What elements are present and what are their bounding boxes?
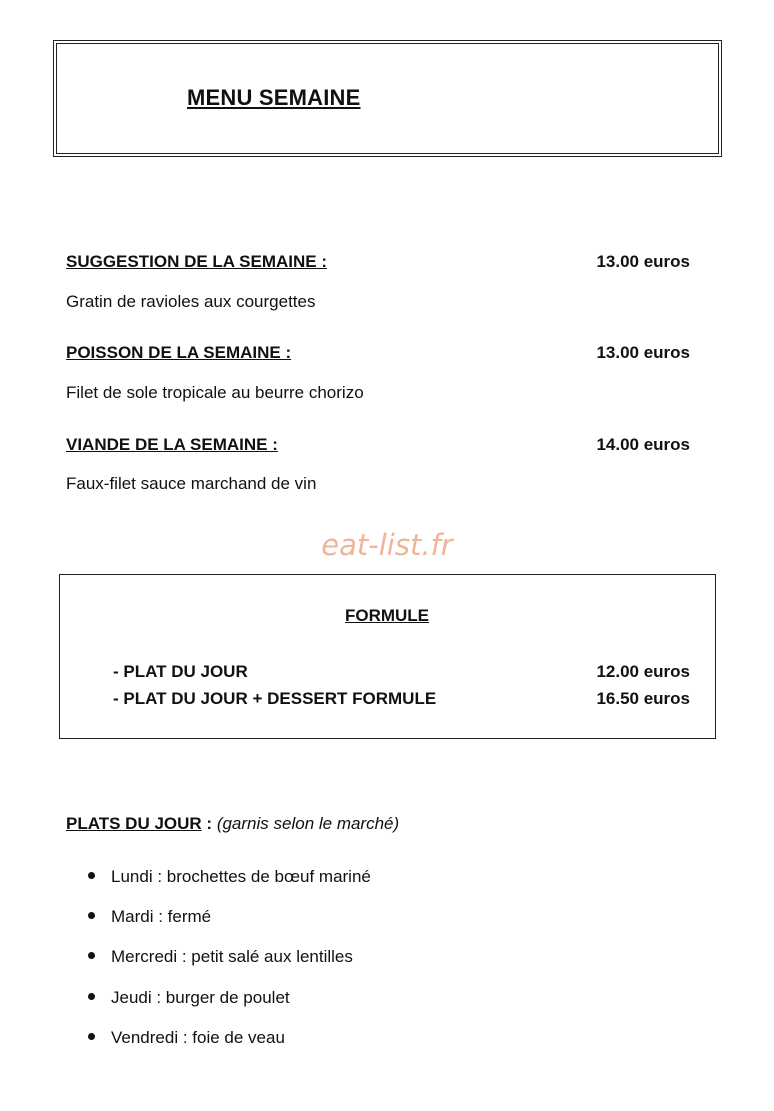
- list-item: [88, 947, 353, 967]
- bullet-icon: [88, 872, 95, 879]
- day-text: Mercredi : petit salé aux lentilles: [111, 947, 353, 966]
- section-viande: [66, 435, 690, 455]
- formule-item-price: 12.00 euros: [596, 662, 690, 681]
- section-price: 13.00 euros: [596, 343, 690, 362]
- list-item: [88, 867, 371, 887]
- page-title: MENU SEMAINE: [187, 85, 361, 110]
- section-price: 14.00 euros: [596, 435, 690, 454]
- section-description: Faux-filet sauce marchand de vin: [66, 474, 317, 493]
- watermark: eat-list.fr: [321, 528, 453, 562]
- section-heading: SUGGESTION DE LA SEMAINE :: [66, 252, 328, 271]
- day-text: Jeudi : burger de poulet: [111, 988, 290, 1007]
- bullet-icon: [88, 912, 95, 919]
- section-heading: VIANDE DE LA SEMAINE :: [66, 435, 278, 454]
- formule-title-text: FORMULE: [344, 606, 430, 625]
- formule-title: [0, 606, 774, 626]
- section-price: 13.00 euros: [596, 252, 690, 271]
- plats-du-jour-heading: [66, 814, 399, 834]
- section-heading: POISSON DE LA SEMAINE :: [66, 343, 292, 362]
- formule-item-label: - PLAT DU JOUR + DESSERT FORMULE: [113, 689, 437, 708]
- formule-box: [59, 574, 716, 739]
- bullet-icon: [88, 1033, 95, 1040]
- formule-item-price: 16.50 euros: [596, 689, 690, 708]
- day-text: Lundi : brochettes de bœuf mariné: [111, 867, 371, 886]
- section-poisson: [66, 343, 690, 363]
- formule-item: [113, 662, 690, 682]
- list-item: [88, 1028, 285, 1048]
- plats-du-jour-colon: :: [201, 814, 213, 833]
- day-text: Mardi : fermé: [111, 907, 212, 926]
- formule-item-label: - PLAT DU JOUR: [113, 662, 248, 681]
- bullet-icon: [88, 993, 95, 1000]
- formule-item: [113, 689, 690, 709]
- list-item: [88, 907, 211, 927]
- bullet-icon: [88, 952, 95, 959]
- day-text: Vendredi : foie de veau: [111, 1028, 285, 1047]
- section-description: Gratin de ravioles aux courgettes: [66, 292, 316, 311]
- section-suggestion: [66, 252, 690, 272]
- plats-du-jour-label: PLATS DU JOUR: [66, 814, 202, 833]
- section-description: Filet de sole tropicale au beurre chorizo: [66, 383, 364, 402]
- title-box: [53, 40, 722, 157]
- list-item: [88, 988, 290, 1008]
- plats-du-jour-note: (garnis selon le marché): [212, 814, 400, 833]
